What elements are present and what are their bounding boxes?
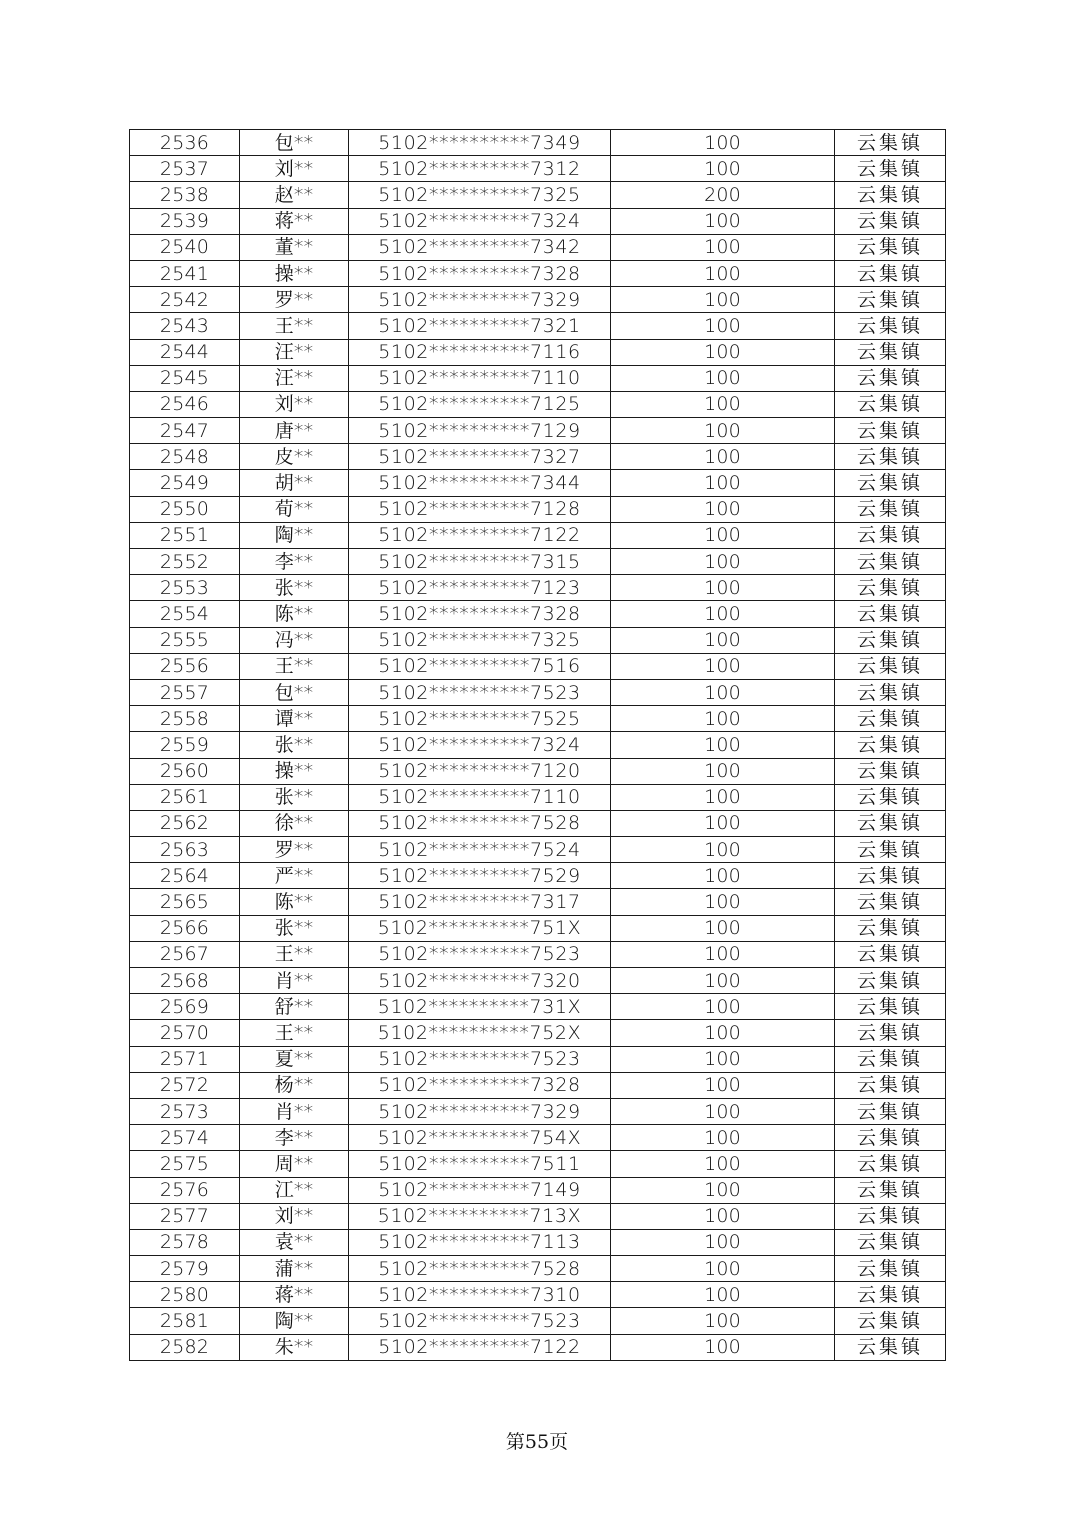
- serial-number-cell: 2557: [130, 679, 240, 705]
- serial-number-cell: 2547: [130, 418, 240, 444]
- name-cell: 罗**: [240, 287, 349, 313]
- serial-number-cell: 2544: [130, 339, 240, 365]
- town-cell: 云集镇: [835, 915, 946, 941]
- amount-cell: 100: [611, 941, 835, 967]
- town-cell: 云集镇: [835, 549, 946, 575]
- table-row: [130, 1177, 946, 1203]
- town-cell: 云集镇: [835, 1334, 946, 1360]
- town-cell: 云集镇: [835, 1229, 946, 1255]
- name-cell: 汪**: [240, 365, 349, 391]
- table-row: [130, 365, 946, 391]
- name-cell: 罗**: [240, 837, 349, 863]
- town-cell: 云集镇: [835, 496, 946, 522]
- name-cell: 荀**: [240, 496, 349, 522]
- serial-number-cell: 2563: [130, 837, 240, 863]
- name-cell: 皮**: [240, 444, 349, 470]
- amount-cell: 100: [611, 994, 835, 1020]
- table-row: [130, 1098, 946, 1124]
- amount-cell: 100: [611, 444, 835, 470]
- amount-cell: 100: [611, 496, 835, 522]
- amount-cell: 100: [611, 470, 835, 496]
- serial-number-cell: 2546: [130, 391, 240, 417]
- serial-number-cell: 2574: [130, 1125, 240, 1151]
- town-cell: 云集镇: [835, 810, 946, 836]
- serial-number-cell: 2580: [130, 1282, 240, 1308]
- table-row: [130, 208, 946, 234]
- id-number-cell: 5102**********7511: [349, 1151, 611, 1177]
- serial-number-cell: 2571: [130, 1046, 240, 1072]
- town-cell: 云集镇: [835, 418, 946, 444]
- id-number-cell: 5102**********7342: [349, 234, 611, 260]
- amount-cell: 100: [611, 679, 835, 705]
- name-cell: 谭**: [240, 706, 349, 732]
- town-cell: 云集镇: [835, 260, 946, 286]
- amount-cell: 100: [611, 837, 835, 863]
- id-number-cell: 5102**********7122: [349, 522, 611, 548]
- town-cell: 云集镇: [835, 575, 946, 601]
- id-number-cell: 5102**********7327: [349, 444, 611, 470]
- id-number-cell: 5102**********7122: [349, 1334, 611, 1360]
- name-cell: 肖**: [240, 968, 349, 994]
- amount-cell: 100: [611, 653, 835, 679]
- name-cell: 胡**: [240, 470, 349, 496]
- id-number-cell: 5102**********7523: [349, 679, 611, 705]
- amount-cell: 100: [611, 1177, 835, 1203]
- serial-number-cell: 2550: [130, 496, 240, 522]
- table-row: [130, 1151, 946, 1177]
- town-cell: 云集镇: [835, 313, 946, 339]
- name-cell: 舒**: [240, 994, 349, 1020]
- table-row: [130, 1046, 946, 1072]
- serial-number-cell: 2556: [130, 653, 240, 679]
- serial-number-cell: 2555: [130, 627, 240, 653]
- id-number-cell: 5102**********7528: [349, 1256, 611, 1282]
- table-row: [130, 130, 946, 156]
- town-cell: 云集镇: [835, 968, 946, 994]
- name-cell: 张**: [240, 915, 349, 941]
- serial-number-cell: 2566: [130, 915, 240, 941]
- town-cell: 云集镇: [835, 941, 946, 967]
- name-cell: 李**: [240, 549, 349, 575]
- id-number-cell: 5102**********751X: [349, 915, 611, 941]
- serial-number-cell: 2552: [130, 549, 240, 575]
- amount-cell: 100: [611, 732, 835, 758]
- town-cell: 云集镇: [835, 339, 946, 365]
- serial-number-cell: 2559: [130, 732, 240, 758]
- table-row: [130, 863, 946, 889]
- town-cell: 云集镇: [835, 653, 946, 679]
- table-row: [130, 784, 946, 810]
- table-row: [130, 653, 946, 679]
- amount-cell: 100: [611, 1203, 835, 1229]
- amount-cell: 100: [611, 1229, 835, 1255]
- id-number-cell: 5102**********7328: [349, 601, 611, 627]
- name-cell: 刘**: [240, 156, 349, 182]
- table-row: [130, 1229, 946, 1255]
- recipient-table-body: [130, 130, 946, 1361]
- table-row: [130, 391, 946, 417]
- serial-number-cell: 2543: [130, 313, 240, 339]
- id-number-cell: 5102**********7149: [349, 1177, 611, 1203]
- amount-cell: 100: [611, 627, 835, 653]
- amount-cell: 100: [611, 863, 835, 889]
- name-cell: 包**: [240, 130, 349, 156]
- id-number-cell: 5102**********7321: [349, 313, 611, 339]
- town-cell: 云集镇: [835, 1256, 946, 1282]
- serial-number-cell: 2564: [130, 863, 240, 889]
- town-cell: 云集镇: [835, 732, 946, 758]
- town-cell: 云集镇: [835, 1151, 946, 1177]
- id-number-cell: 5102**********7328: [349, 1072, 611, 1098]
- name-cell: 张**: [240, 575, 349, 601]
- table-row: [130, 732, 946, 758]
- serial-number-cell: 2538: [130, 182, 240, 208]
- town-cell: 云集镇: [835, 1046, 946, 1072]
- amount-cell: 100: [611, 1151, 835, 1177]
- table-row: [130, 522, 946, 548]
- table-row: [130, 968, 946, 994]
- id-number-cell: 5102**********7315: [349, 549, 611, 575]
- table-row: [130, 627, 946, 653]
- name-cell: 蒋**: [240, 1282, 349, 1308]
- name-cell: 蒋**: [240, 208, 349, 234]
- amount-cell: 100: [611, 915, 835, 941]
- id-number-cell: 5102**********7317: [349, 889, 611, 915]
- id-number-cell: 5102**********7523: [349, 1308, 611, 1334]
- name-cell: 刘**: [240, 391, 349, 417]
- table-row: [130, 1256, 946, 1282]
- town-cell: 云集镇: [835, 234, 946, 260]
- table-row: [130, 994, 946, 1020]
- name-cell: 陈**: [240, 601, 349, 627]
- id-number-cell: 5102**********7325: [349, 182, 611, 208]
- town-cell: 云集镇: [835, 601, 946, 627]
- serial-number-cell: 2558: [130, 706, 240, 732]
- id-number-cell: 5102**********7329: [349, 287, 611, 313]
- town-cell: 云集镇: [835, 889, 946, 915]
- id-number-cell: 5102**********7528: [349, 810, 611, 836]
- town-cell: 云集镇: [835, 627, 946, 653]
- amount-cell: 100: [611, 601, 835, 627]
- town-cell: 云集镇: [835, 1203, 946, 1229]
- serial-number-cell: 2573: [130, 1098, 240, 1124]
- serial-number-cell: 2579: [130, 1256, 240, 1282]
- serial-number-cell: 2565: [130, 889, 240, 915]
- name-cell: 冯**: [240, 627, 349, 653]
- id-number-cell: 5102**********7116: [349, 339, 611, 365]
- town-cell: 云集镇: [835, 470, 946, 496]
- serial-number-cell: 2568: [130, 968, 240, 994]
- town-cell: 云集镇: [835, 391, 946, 417]
- serial-number-cell: 2578: [130, 1229, 240, 1255]
- name-cell: 王**: [240, 653, 349, 679]
- id-number-cell: 5102**********7113: [349, 1229, 611, 1255]
- serial-number-cell: 2542: [130, 287, 240, 313]
- table-row: [130, 182, 946, 208]
- name-cell: 赵**: [240, 182, 349, 208]
- serial-number-cell: 2539: [130, 208, 240, 234]
- name-cell: 夏**: [240, 1046, 349, 1072]
- table-row: [130, 1282, 946, 1308]
- name-cell: 董**: [240, 234, 349, 260]
- table-row: [130, 575, 946, 601]
- town-cell: 云集镇: [835, 994, 946, 1020]
- amount-cell: 100: [611, 1125, 835, 1151]
- town-cell: 云集镇: [835, 208, 946, 234]
- town-cell: 云集镇: [835, 1072, 946, 1098]
- amount-cell: 100: [611, 1308, 835, 1334]
- id-number-cell: 5102**********7329: [349, 1098, 611, 1124]
- serial-number-cell: 2567: [130, 941, 240, 967]
- serial-number-cell: 2536: [130, 130, 240, 156]
- id-number-cell: 5102**********731X: [349, 994, 611, 1020]
- table-row: [130, 1203, 946, 1229]
- name-cell: 蒲**: [240, 1256, 349, 1282]
- table-row: [130, 941, 946, 967]
- id-number-cell: 5102**********7523: [349, 941, 611, 967]
- id-number-cell: 5102**********7349: [349, 130, 611, 156]
- table-row: [130, 679, 946, 705]
- id-number-cell: 5102**********7312: [349, 156, 611, 182]
- amount-cell: 100: [611, 575, 835, 601]
- name-cell: 张**: [240, 784, 349, 810]
- town-cell: 云集镇: [835, 758, 946, 784]
- town-cell: 云集镇: [835, 1177, 946, 1203]
- amount-cell: 100: [611, 784, 835, 810]
- serial-number-cell: 2554: [130, 601, 240, 627]
- serial-number-cell: 2581: [130, 1308, 240, 1334]
- name-cell: 袁**: [240, 1229, 349, 1255]
- name-cell: 唐**: [240, 418, 349, 444]
- amount-cell: 100: [611, 1256, 835, 1282]
- name-cell: 刘**: [240, 1203, 349, 1229]
- amount-cell: 100: [611, 260, 835, 286]
- amount-cell: 100: [611, 968, 835, 994]
- serial-number-cell: 2560: [130, 758, 240, 784]
- town-cell: 云集镇: [835, 1308, 946, 1334]
- town-cell: 云集镇: [835, 522, 946, 548]
- amount-cell: 100: [611, 365, 835, 391]
- serial-number-cell: 2548: [130, 444, 240, 470]
- serial-number-cell: 2569: [130, 994, 240, 1020]
- table-row: [130, 810, 946, 836]
- amount-cell: 100: [611, 339, 835, 365]
- serial-number-cell: 2562: [130, 810, 240, 836]
- serial-number-cell: 2549: [130, 470, 240, 496]
- amount-cell: 100: [611, 287, 835, 313]
- town-cell: 云集镇: [835, 1020, 946, 1046]
- name-cell: 朱**: [240, 1334, 349, 1360]
- serial-number-cell: 2553: [130, 575, 240, 601]
- id-number-cell: 5102**********752X: [349, 1020, 611, 1046]
- id-number-cell: 5102**********7125: [349, 391, 611, 417]
- town-cell: 云集镇: [835, 156, 946, 182]
- amount-cell: 100: [611, 522, 835, 548]
- town-cell: 云集镇: [835, 706, 946, 732]
- amount-cell: 100: [611, 130, 835, 156]
- town-cell: 云集镇: [835, 444, 946, 470]
- id-number-cell: 5102**********7110: [349, 784, 611, 810]
- table-row: [130, 1072, 946, 1098]
- amount-cell: 100: [611, 156, 835, 182]
- amount-cell: 100: [611, 313, 835, 339]
- name-cell: 严**: [240, 863, 349, 889]
- id-number-cell: 5102**********7110: [349, 365, 611, 391]
- amount-cell: 200: [611, 182, 835, 208]
- town-cell: 云集镇: [835, 784, 946, 810]
- id-number-cell: 5102**********713X: [349, 1203, 611, 1229]
- serial-number-cell: 2576: [130, 1177, 240, 1203]
- table-row: [130, 601, 946, 627]
- name-cell: 周**: [240, 1151, 349, 1177]
- table-row: [130, 1308, 946, 1334]
- serial-number-cell: 2545: [130, 365, 240, 391]
- table-row: [130, 287, 946, 313]
- amount-cell: 100: [611, 758, 835, 784]
- name-cell: 陈**: [240, 889, 349, 915]
- table-row: [130, 156, 946, 182]
- amount-cell: 100: [611, 1072, 835, 1098]
- town-cell: 云集镇: [835, 837, 946, 863]
- table-row: [130, 706, 946, 732]
- id-number-cell: 5102**********7320: [349, 968, 611, 994]
- table-row: [130, 889, 946, 915]
- amount-cell: 100: [611, 1020, 835, 1046]
- serial-number-cell: 2572: [130, 1072, 240, 1098]
- name-cell: 王**: [240, 1020, 349, 1046]
- serial-number-cell: 2561: [130, 784, 240, 810]
- table-row: [130, 1020, 946, 1046]
- id-number-cell: 5102**********7328: [349, 260, 611, 286]
- table-row: [130, 496, 946, 522]
- serial-number-cell: 2575: [130, 1151, 240, 1177]
- town-cell: 云集镇: [835, 287, 946, 313]
- amount-cell: 100: [611, 810, 835, 836]
- town-cell: 云集镇: [835, 1098, 946, 1124]
- table-row: [130, 444, 946, 470]
- table-row: [130, 1334, 946, 1360]
- name-cell: 王**: [240, 941, 349, 967]
- table-row: [130, 234, 946, 260]
- serial-number-cell: 2537: [130, 156, 240, 182]
- amount-cell: 100: [611, 234, 835, 260]
- table-row: [130, 837, 946, 863]
- amount-cell: 100: [611, 1046, 835, 1072]
- name-cell: 汪**: [240, 339, 349, 365]
- name-cell: 李**: [240, 1125, 349, 1151]
- serial-number-cell: 2551: [130, 522, 240, 548]
- serial-number-cell: 2541: [130, 260, 240, 286]
- table-row: [130, 758, 946, 784]
- amount-cell: 100: [611, 418, 835, 444]
- amount-cell: 100: [611, 391, 835, 417]
- table-row: [130, 1125, 946, 1151]
- name-cell: 王**: [240, 313, 349, 339]
- name-cell: 操**: [240, 758, 349, 784]
- name-cell: 徐**: [240, 810, 349, 836]
- amount-cell: 100: [611, 1334, 835, 1360]
- serial-number-cell: 2577: [130, 1203, 240, 1229]
- town-cell: 云集镇: [835, 130, 946, 156]
- id-number-cell: 5102**********7123: [349, 575, 611, 601]
- id-number-cell: 5102**********7324: [349, 208, 611, 234]
- id-number-cell: 5102**********7529: [349, 863, 611, 889]
- amount-cell: 100: [611, 1098, 835, 1124]
- name-cell: 张**: [240, 732, 349, 758]
- table-row: [130, 260, 946, 286]
- name-cell: 陶**: [240, 1308, 349, 1334]
- name-cell: 陶**: [240, 522, 349, 548]
- town-cell: 云集镇: [835, 863, 946, 889]
- name-cell: 操**: [240, 260, 349, 286]
- name-cell: 杨**: [240, 1072, 349, 1098]
- id-number-cell: 5102**********7523: [349, 1046, 611, 1072]
- id-number-cell: 5102**********7525: [349, 706, 611, 732]
- id-number-cell: 5102**********7524: [349, 837, 611, 863]
- amount-cell: 100: [611, 549, 835, 575]
- amount-cell: 100: [611, 889, 835, 915]
- town-cell: 云集镇: [835, 679, 946, 705]
- recipient-table: [129, 129, 946, 1361]
- serial-number-cell: 2582: [130, 1334, 240, 1360]
- id-number-cell: 5102**********7310: [349, 1282, 611, 1308]
- id-number-cell: 5102**********7129: [349, 418, 611, 444]
- name-cell: 肖**: [240, 1098, 349, 1124]
- page-number: 第55页: [505, 1431, 569, 1453]
- id-number-cell: 5102**********7344: [349, 470, 611, 496]
- id-number-cell: 5102**********7120: [349, 758, 611, 784]
- town-cell: 云集镇: [835, 1125, 946, 1151]
- town-cell: 云集镇: [835, 365, 946, 391]
- id-number-cell: 5102**********7325: [349, 627, 611, 653]
- name-cell: 江**: [240, 1177, 349, 1203]
- table-row: [130, 915, 946, 941]
- amount-cell: 100: [611, 208, 835, 234]
- amount-cell: 100: [611, 706, 835, 732]
- id-number-cell: 5102**********7516: [349, 653, 611, 679]
- table-row: [130, 418, 946, 444]
- town-cell: 云集镇: [835, 1282, 946, 1308]
- serial-number-cell: 2570: [130, 1020, 240, 1046]
- name-cell: 包**: [240, 679, 349, 705]
- town-cell: 云集镇: [835, 182, 946, 208]
- id-number-cell: 5102**********754X: [349, 1125, 611, 1151]
- id-number-cell: 5102**********7128: [349, 496, 611, 522]
- table-row: [130, 313, 946, 339]
- table-row: [130, 549, 946, 575]
- id-number-cell: 5102**********7324: [349, 732, 611, 758]
- table-row: [130, 470, 946, 496]
- amount-cell: 100: [611, 1282, 835, 1308]
- table-row: [130, 339, 946, 365]
- serial-number-cell: 2540: [130, 234, 240, 260]
